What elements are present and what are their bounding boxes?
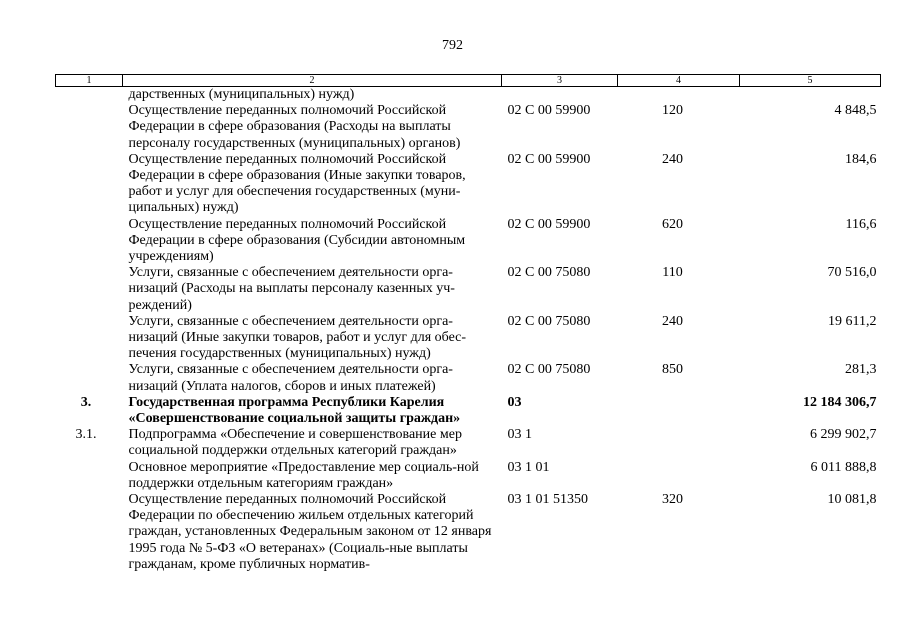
table-row [56,492,881,573]
row-name: Услуги, связанные с обеспечением деятельности орга-низаций (Уплата налогов, сборов и иных платежей) [128,362,453,394]
row-name: Осуществление переданных полномочий Российской Федерации в сфере образования (Иные закупки товаров, работ и услуг для обеспечения государственных (муни-ципальных) нужд) [128,151,466,216]
row-name: дарственных (муниципальных) нужд) [128,87,355,102]
row-name: Подпрограмма «Обеспечение и совершенствование мер социальной поддержки отдельных категорий граждан» [128,427,462,459]
row-type: 240 [662,313,683,329]
row-amount: 184,6 [845,151,877,167]
table-row [56,265,881,314]
row-number [56,314,123,363]
column-header: 3 [502,75,618,87]
row-code: 02 С 00 75080 [507,362,591,378]
table-row [56,103,881,152]
row-type: 240 [662,151,683,167]
row-name: Государственная программа Республики Карелия «Совершенствование социальной защиты граждан» [128,394,461,427]
row-name: Основное мероприятие «Предоставление мер социаль-ной поддержки отдельным категориям граждан» [128,459,479,491]
page-number: 792 [442,38,463,53]
row-amount: 70 516,0 [827,265,877,281]
table-row [56,87,881,104]
row-type: 320 [662,492,683,508]
row-amount: 281,3 [845,362,877,378]
row-name: Услуги, связанные с обеспечением деятельности орга-низаций (Расходы на выплаты персоналу казенных уч-реждений) [128,265,455,313]
row-name: Осуществление переданных полномочий Российской Федерации по обеспечению жильем отдельных категорий граждан, установленных Федеральным законом от 12 января 1995 года № 5-ФЗ «О ветеранах» (Социаль-ные выплаты гражданам, кроме публичных норматив- [128,492,492,572]
row-number [56,217,123,266]
row-number [56,492,123,573]
row-name: Услуги, связанные с обеспечением деятельности орга-низаций (Иные закупки товаров, работ и услуг для обес-печения государственных (муниципальных) нужд) [128,313,467,362]
column-header: 2 [123,75,502,87]
table-row-subprogram [56,427,881,459]
table-row [56,314,881,363]
row-code: 03 [507,394,522,410]
row-amount: 12 184 306,7 [803,394,877,410]
row-number [56,460,123,492]
row-amount: 4 848,5 [834,103,877,119]
row-code: 03 1 01 51350 [507,492,588,508]
column-header: 4 [618,75,740,87]
row-type: 620 [662,216,683,232]
row-code: 02 С 00 75080 [507,313,591,329]
row-amount [740,87,881,104]
row-number: 3. [80,394,92,410]
table-row [56,217,881,266]
table-row [56,362,881,394]
row-amount: 6 011 888,8 [810,459,877,475]
row-type [618,427,740,459]
budget-table [55,74,881,573]
row-amount: 10 081,8 [827,492,877,508]
row-code: 02 С 00 59900 [507,103,591,119]
column-header: 5 [740,75,881,87]
row-code: 03 1 [507,427,532,443]
row-number [56,152,123,217]
row-type: 850 [662,362,683,378]
row-code [502,87,618,104]
row-name: Осуществление переданных полномочий Российской Федерации в сфере образования (Субсидии автономным учреждениям) [128,216,466,265]
row-type [618,460,740,492]
row-code: 02 С 00 59900 [507,151,591,167]
row-number [56,87,123,104]
table-row [56,460,881,492]
column-header: 1 [56,75,123,87]
row-code: 02 С 00 59900 [507,216,591,232]
row-amount: 19 611,2 [828,313,877,329]
row-code: 03 1 01 [507,459,550,475]
table-row [56,152,881,217]
row-amount: 6 299 902,7 [810,427,877,443]
row-type: 110 [662,265,683,281]
row-name: Осуществление переданных полномочий Российской Федерации в сфере образования (Расходы на выплаты персоналу государственных (муниципальных) органов) [128,103,461,151]
row-code: 02 С 00 75080 [507,265,591,281]
row-number [56,103,123,152]
row-number [56,265,123,314]
row-type: 120 [662,103,683,119]
table-row-program [56,395,881,427]
row-number: 3.1. [75,427,97,443]
row-type [618,87,740,104]
row-type [618,395,740,427]
column-number-row [56,75,881,87]
row-number [56,362,123,394]
row-amount: 116,6 [845,216,877,232]
